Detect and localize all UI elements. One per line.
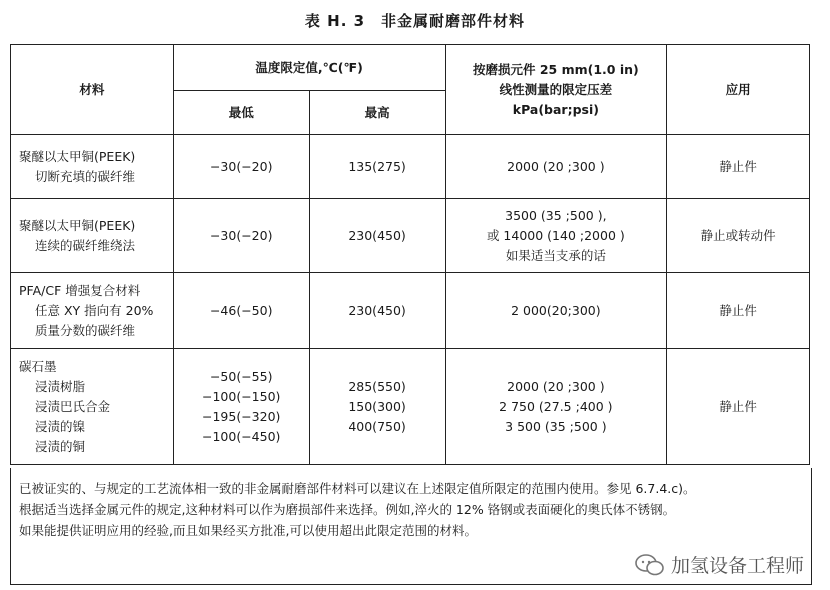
table-body xyxy=(11,135,810,465)
max-temp-cell: 230(450) xyxy=(309,273,445,349)
min-temp-cell: −30(−20) xyxy=(173,135,309,199)
application-cell: 静止件 xyxy=(667,349,810,465)
application-cell: 静止或转动件 xyxy=(667,199,810,273)
min-temp-cell: −30(−20) xyxy=(173,199,309,273)
header-row-1 xyxy=(11,45,810,91)
max-temp-cell: 285(550) 150(300) 400(750) xyxy=(309,349,445,465)
wechat-icon xyxy=(635,554,665,576)
note-3: 如果能提供证明应用的经验,而且如果经买方批准,可以使用超出此限定范围的材料。 xyxy=(19,523,477,538)
watermark xyxy=(631,551,808,578)
note-2: 根据适当选择金属元件的规定,这种材料可以作为磨损部件来选择。例如,淬火的 12% 铬钢或表面硬化的奥氏体不锈钢。 xyxy=(19,502,676,517)
watermark-text: 加氢设备工程师 xyxy=(670,555,804,577)
application-cell: 静止件 xyxy=(667,273,810,349)
pressure-cell: 2 000(20;300) xyxy=(445,273,667,349)
header-application: 应用 xyxy=(667,45,810,135)
table-row xyxy=(11,273,810,349)
material-cell: PFA/CF 增强复合材料 任意 XY 指向有 20% 质量分数的碳纤维 xyxy=(11,273,174,349)
header-temp-limit: 温度限定值,℃(℉) xyxy=(173,45,445,91)
min-temp-cell: −46(−50) xyxy=(173,273,309,349)
application-cell: 静止件 xyxy=(667,135,810,199)
material-cell: 聚醚以太甲铜(PEEK) 切断充填的碳纤维 xyxy=(11,135,174,199)
pressure-cell: 3500 (35 ;500 ), 或 14000 (140 ;2000 ) 如果适当支承的话 xyxy=(445,199,667,273)
table-row xyxy=(11,199,810,273)
pressure-cell: 2000 (20 ;300 ) xyxy=(445,135,667,199)
header-max: 最高 xyxy=(309,91,445,135)
table-title: 表 H. 3 非金属耐磨部件材料 xyxy=(304,12,526,30)
material-cell: 聚醚以太甲铜(PEEK) 连续的碳纤维绕法 xyxy=(11,199,174,273)
header-material: 材料 xyxy=(11,45,174,135)
pressure-cell: 2000 (20 ;300 ) 2 750 (27.5 ;400 ) 3 500 (35 ;500 ) xyxy=(445,349,667,465)
header-pressure: 按磨损元件 25 mm(1.0 in) 线性测量的限定压差 kPa(bar;psi) xyxy=(445,45,667,135)
max-temp-cell: 135(275) xyxy=(309,135,445,199)
materials-table xyxy=(10,44,810,465)
note-1: 已被证实的、与规定的工艺流体相一致的非金属耐磨部件材料可以建议在上述限定值所限定的范围内使用。参见 6.7.4.c)。 xyxy=(19,481,696,496)
min-temp-cell: −50(−55) −100(−150) −195(−320) −100(−450) xyxy=(173,349,309,465)
table-row xyxy=(11,135,810,199)
max-temp-cell: 230(450) xyxy=(309,199,445,273)
material-cell: 碳石墨 浸渍树脂 浸渍巴氏合金 浸渍的镍 浸渍的铜 xyxy=(11,349,174,465)
table-row xyxy=(11,349,810,465)
header-min: 最低 xyxy=(173,91,309,135)
